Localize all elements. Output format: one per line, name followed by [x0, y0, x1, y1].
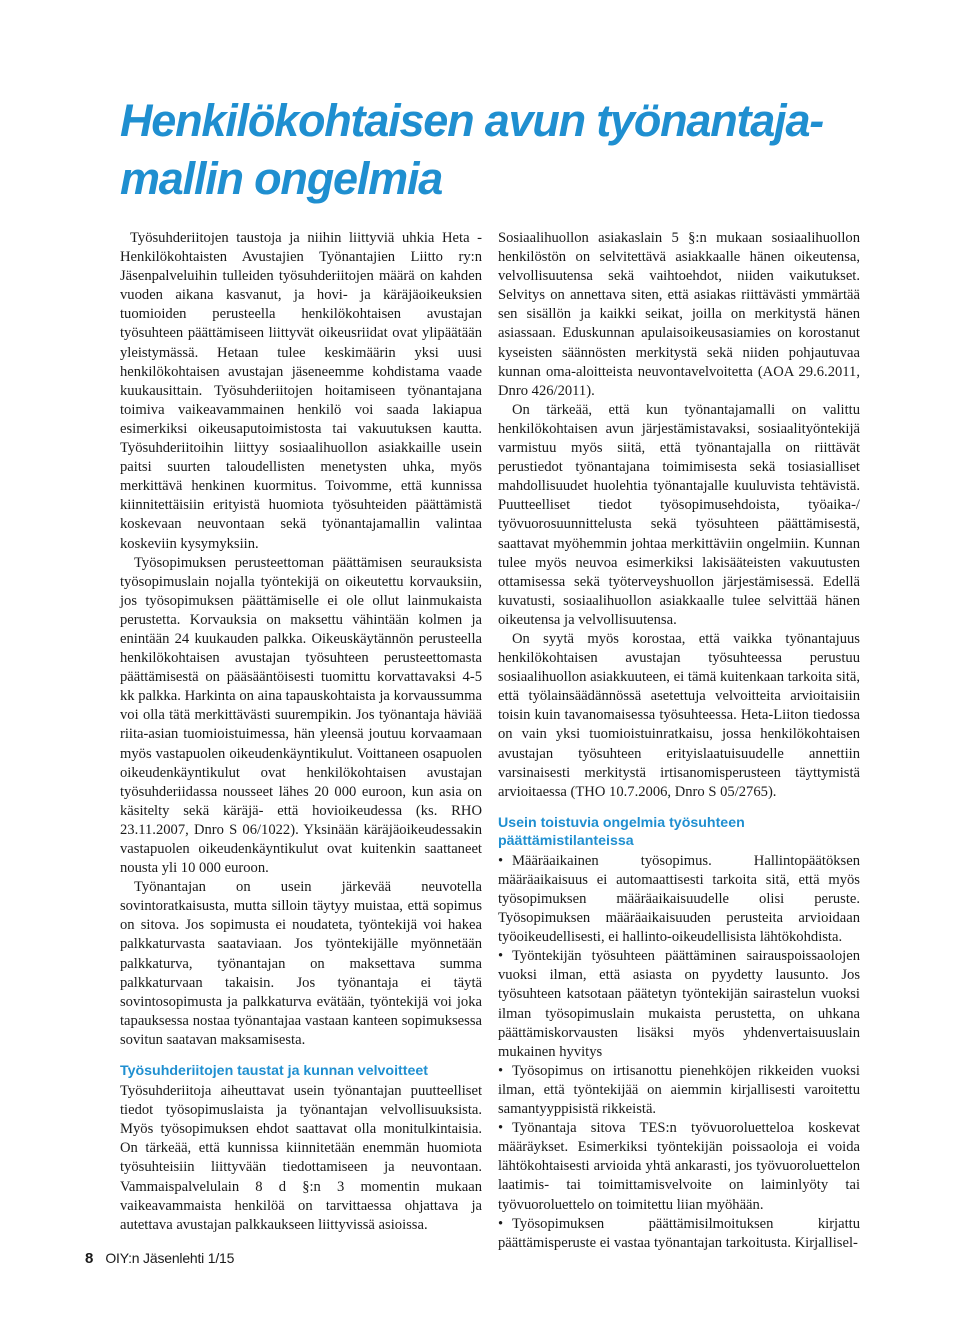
bullet-marker: •: [498, 1062, 504, 1079]
left-paragraph-4: Työsuhderiitoja aiheuttavat usein työnantajan puutteelliset tiedot työsopimuslaista ja työnantajan velvollisuuksista. Myös työsopimuksen ehdot saattavat olla monitulkintaisia. On tärkeää, että kunnissa kiinnitetään enemmän huomiota työsuhteisiin liittyvään tiedottamiseen ja neuvontaan. Vammaispalvelulain 8 d §:n 3 momentin mukaan vaikeavammaista henkilöä on tarvittaessa ohjattava ja autettava avustajan palkkaukseen liittyvissä asioissa.: [120, 1083, 482, 1233]
bullet-text: Työsopimus on irtisanottu pienehköjen rikkeiden vuoksi ilman, että työntekijää on aiemmin kirjallisesti varoitettu samantyyppisistä rikkeistä.: [498, 1062, 860, 1118]
right-subheading: Usein toistuvia ongelmia työsuhteen päättämistilanteissa: [498, 814, 745, 849]
bullet-text: Määräaikainen työsopimus. Hallintopäätöksen määräaikaisuus ei automaattisesti tarkoita sitä, että myös työsopimuksen määräaikaisuudelle olisi peruste. Työsopimuksen määräaikaisuuden perusteita arvioidaan työoikeudellisesti, ei hallinto-oikeudellisista lähtökohdista.: [498, 852, 860, 946]
bullet-marker: •: [498, 948, 504, 965]
left-subheading: Työsuhderiitojen taustat ja kunnan velvoitteet: [120, 1063, 428, 1080]
page-number: 8: [85, 1250, 94, 1267]
page-footer: [85, 1250, 234, 1267]
right-column: [498, 229, 860, 1253]
bullet-marker: •: [498, 1120, 504, 1137]
magazine-name: OIY:n Jäsenlehti 1/15: [105, 1250, 235, 1266]
bullet-item: [498, 1119, 860, 1214]
left-paragraph-3: Työnantajan on usein järkevää neuvotella sovintoratkaisusta, mutta silloin täytyy muistaa, että sopimus on sitova. Jos sopimusta ei noudateta, työntekijä voi hakea palkkaturvasta saataviaan. Jos työntekijälle myönnetään palkkaturva, työnantajan on maksettava summa palkkaturvaan takaisin. Jos työnantaja ei täytä sovintosopimusta ja palkkaturva evätään, työntekijä voi joka tapauksessa nostaa työnantajaa vastaan kanteen sopimuksessa sovitun saatavan maksamisesta.: [120, 879, 482, 1048]
left-column: [120, 229, 482, 1235]
bullet-marker: •: [498, 1215, 504, 1232]
article-title: [120, 92, 840, 208]
bullet-text: Työntekijän työsuhteen päättäminen sairauspoissaolojen vuoksi ilman, että asiasta on pyydetty lausunto. Jos työsuhteen katsotaan päätetyn työntekijän sairastelun vuoksi ilman työsopimuslain mukaista perustetta, on uhkana päättämiskorvausten lisäksi myös yhdenvertaisuuslain mukainen hyvitys: [498, 948, 860, 1060]
bullet-item: [498, 1215, 860, 1253]
bullet-marker: •: [498, 852, 504, 869]
bullet-item: [498, 947, 860, 1062]
bullet-item: [498, 852, 860, 947]
left-paragraph-1: Työsuhderiitojen taustoja ja niihin liittyviä uhkia Heta - Henkilökohtaisten Avustajien Työnantajien Liitto ry:n Jäsenpalveluihin tulleiden työsuhderiitojen määrä on kahden vuoden aikana kasvanut, ja hovi- ja käräjäoikeuksien tuomioiden perusteella henkilökohtaisen avustajan työsuhteen päättämiseen liittyvät oikeusriidat ovat ylipäätään yleistymässä. Hetaan tulee keskimäärin yksi uusi henkilökohtaisen avustajan jäseneemme kohdistama vaade kuukausittain. Työsuhderiitojen hoitamiseen työnantajana toimiva vaikeavammainen henkilö voi saada lakiapua esimerkiksi oikeusaputoimistosta tai vakuutuksen kautta. Työsuhderiitoihin liittyy sosiaalihuollon asiakkaille usein paitsi suurten taloudellisten menetysten uhka, myös merkittävä henkinen kuormitus. Toivomme, että kunnissa kiinnitettäisiin erityistä huomiota työsuhteiden päättämistä koskevaan neuvontaan sekä työnantajamallin valintaa koskeviin kysymyksiin.: [120, 230, 482, 552]
article-title-line-2: mallin ongelmia: [120, 153, 443, 204]
right-paragraph-1: Sosiaalihuollon asiakaslain 5 §:n mukaan sosiaalihuollon henkilöstön on selvitettävä asiakkaalle hänen oikeutensa, velvollisuutensa sekä vaihtoehdot, niiden vaikutukset. Selvitys on annettava siten, että asiakas riittävästi ymmärtää sen sisällön ja kaikki seikat, joilla on merkitystä hänen asiassaan. Eduskunnan apulaisoikeusasiamies on korostanut kyseisten säännösten merkitystä sekä niiden pohjautuvaa kunnan oma-aloitteista neuvontavelvoitetta (AOA 29.6.2011, Dnro 426/2011).: [498, 230, 860, 399]
bullet-text: Työsopimuksen päättämisilmoituksen kirjattu päättämisperuste ei vastaa työnantajan tarkoitusta. Kirjallisel-: [498, 1215, 860, 1251]
left-paragraph-2: Työsopimuksen perusteettoman päättämisen seurauksista työsopimuslain nojalla työntekijä on oikeutettu korvauksiin, jos työsopimuksen päättämiselle ei ole ollut lainmukaista perustetta. Korvauksia on maksettu vähintään kolmen ja enintään 24 kuukauden palkka. Oikeuskäytännön perusteella henkilökohtaisen avustajan työsuhteen perusteettomasta päättämisestä on pääsääntöisesti tuomittu korvattavaksi 4-5 kk palkka. Harkinta on aina tapauskohtaista ja korvaussumma voi olla tätä merkittävästi suurempikin. Jos työnantaja häviää riita-asian tuomioistuimessa, hän yleensä joutuu korvaamaan myös vastapuolen oikeudenkäyntikulut. Voittaneen osapuolen oikeudenkäyntikulut ovat henkilökohtaisen avustajan työsuhderiidassa nousseet lähes 20 000 euroon, kun asia on käsitelty sekä käräjä- että hovioikeudessa (ks. RHO 23.11.2007, Dnro S 06/1022). Yksinään käräjäoikeudessakin vastapuolen oikeudenkäyntikulut ovat kuitenkin saattaneet nousta yli 10 000 euroon.: [120, 554, 482, 877]
right-paragraph-3: On syytä myös korostaa, että vaikka työnantajuus henkilökohtaisen avustajan työsuhteessa perustuu sosiaalihuollon asiakkuuteen, ei tämä kuitenkaan tarkoita sitä, että työlainsäädännössä asetettuja velvoitteita arvioitaisiin toisin kuin tavanomaisessa työsuhteessa. Heta-Liiton tiedossa on vain yksi tuomioistuinratkaisu, jossa henkilökohtaisen avustajan työsuhteen erityislaatuisuudelle annettiin varsinaisesti merkitystä irtisanomisperusteen täyttymistä arvioitaessa (THO 10.7.2006, Dnro S 05/2765).: [498, 630, 860, 800]
bullet-item: [498, 1062, 860, 1119]
bullet-text: Työnantaja sitova TES:n työvuoroluetteloa koskevat määräykset. Esimerkiksi työntekijän poissaoloja ei voida lähtökohtaisesti arvioida yhtä ankarasti, jos työvuoroluettelon laatimis- tai toimittamisvelvoite on laiminlyöty tai työvuoroluettelo on toimitettu liian myöhään.: [498, 1120, 860, 1213]
right-paragraph-2: On tärkeää, että kun työnantajamalli on valittu henkilökohtaisen avun järjestämistavaksi, sosiaalityöntekijä varmistuu myös siitä, että työnantajalla on riittävät perustiedot työnantajana toimimisesta sekä tosiasialliset mahdollisuudet huolehtia työnantajalle kuuluvista tehtävistä. Puutteelliset tiedot työsopimusehdoista, työaika-/ työvuorosuunnittelusta sekä työsuhteen päättämisestä, saattavat myöhemmin johtaa merkittäviin ongelmiin. Kunnan tulee myös neuvoa esimerkiksi lakisääteisten vakuutusten ottamisessa sekä työterveyshuollon järjestämisessä. Edellä kuvatusti, sosiaalihuollon asiakkaalle tulee selvittää hänen oikeutensa ja velvollisuutensa.: [498, 401, 860, 628]
article-title-line-1: Henkilökohtaisen avun työnantaja-: [120, 95, 824, 146]
